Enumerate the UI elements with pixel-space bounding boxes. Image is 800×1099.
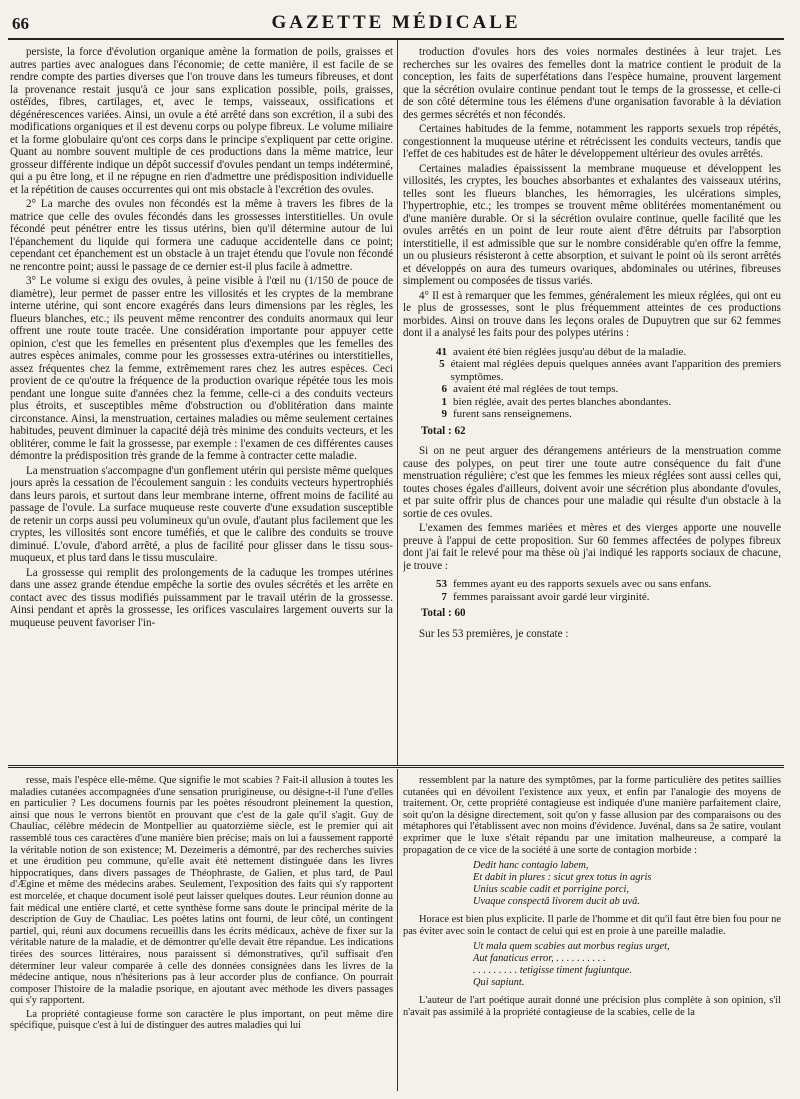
stat-text: femmes paraissant avoir gardé leur virginité. (453, 590, 650, 603)
feuilleton-left-column (10, 775, 393, 1091)
statistics-total: Total : 60 (421, 607, 466, 619)
statistics-row (403, 346, 781, 359)
right-column (403, 46, 781, 761)
latin-verse (473, 860, 781, 908)
feuilleton-section (8, 769, 784, 1091)
statistics-list (403, 578, 781, 603)
paragraph: La grossesse qui remplit des prolongements de la caduque les trompes utérines dans une assez grande étendue empêche la sortie des ovules sécrétés et les arrête en contact avec des tissus modifiés puissamment par le travail utérin de la grossesse. Ainsi pendant et après la grossesse, les orifices vasculaires largement ouverts sur la muqueuse peuvent favoriser l'in- (10, 566, 393, 629)
stat-count: 41 (436, 345, 447, 358)
paragraph: 2° La marche des ovules non fécondés est la même à travers les fibres de la matrice que celle des ovules fécondés dans les grossesses interstitielles. Un ovule fécondé peut pénétrer entre les tissus utérins, bien qu'il détermine autour de lui l'épanchement du liquide qui formera une caduque accidentelle dans ce point; cependant cet épanchement est un obstacle à un trajet étendu que l'ovule non fécondé ne rencontre point; aussi le passage de ce dernier est-il plus facile à admettre. (10, 198, 393, 273)
paragraph: troduction d'ovules hors des voies normales destinées à leur trajet. Les recherches sur les ovaires des femelles dont la matrice contient le produit de la conception, les faits de superfétations dans l'espèce humaine, prouvent largement que la sécrétion ovulaire continue pendant tout le temps de la grossesse, et celle-ci de son côté détermine tous les élémens d'une organisation favorable à la déviation des germes sécrétés et non fécondés. (403, 46, 781, 121)
page-number: 66 (12, 14, 29, 33)
main-article (8, 40, 784, 768)
stat-text: étaient mal réglées depuis quelques années avant l'apparition des premiers symptômes. (450, 358, 781, 383)
verse-line: Ut mala quem scabies aut morbus regius urget, (473, 941, 670, 953)
stat-text: furent sans renseignemens. (453, 408, 572, 420)
feuilleton-right-column (403, 775, 781, 1091)
verse-line: Et dabit in plures : sicut grex totus in agris (473, 872, 652, 884)
statistics-list (403, 346, 781, 421)
stat-count: 9 (441, 408, 447, 420)
paragraph: 4° Il est à remarquer que les femmes, généralement les mieux réglées, qui ont eu le plus de grossesses, sont le plus fréquemment atteintes de ces productions morbides. Ainsi on trouve dans les leçons orales de Dupuytren que sur 62 femmes dont il a analysé les faits pour des polypes utérins : (403, 289, 781, 339)
verse-line: Uvaque conspectâ livorem ducit ab uvâ. (473, 896, 640, 908)
stat-count: 6 (441, 383, 447, 395)
latin-verse (473, 941, 781, 989)
stat-count: 53 (436, 578, 447, 590)
statistics-row (403, 408, 781, 421)
stat-count: 5 (439, 358, 445, 370)
paragraph: Certaines habitudes de la femme, notamment les rapports sexuels trop répétés, congestionnent la muqueuse utérine et rétrécissent les conduits vecteurs, tandis que l'effet de ces habitudes est de hâter le développement ultérieur des ovules arrêtés. (403, 123, 781, 160)
left-column (10, 46, 393, 761)
paragraph: Horace est bien plus explicite. Il parle de l'homme et dit qu'il faut être bien fou pour ne pas éviter avec soin le contact de celui qui est en proie à une pareille maladie. (403, 914, 781, 937)
verse-line: . . . . . . . . . tetigisse timent fugiuntque. (473, 965, 633, 977)
paragraph: L'auteur de l'art poétique aurait donné une précision plus complète à son opinion, s'il n'avait pas assimilé à la propriété contagieuse de la scabies, celle de la (403, 995, 781, 1018)
page-title: GAZETTE MÉDICALE (271, 12, 521, 33)
stat-text: avaient été bien réglées jusqu'au début de la maladie. (453, 345, 687, 358)
page-header (8, 12, 784, 40)
column-divider (397, 769, 398, 1091)
statistics-row (403, 591, 781, 604)
statistics-total: Total : 62 (421, 424, 466, 437)
paragraph: La menstruation s'accompagne d'un gonflement utérin qui persiste même quelques jours après la cessation de l'écoulement sanguin : les conduits vecteurs hypertrophiés dans leurs parois, et surtout dans leur membrane interne, offrent moins de facilité au passage de l'ovule. La surface muqueuse reste couverte d'une exsudation susceptible de retenir un corps aussi peu volumineux qu'un ovule, d'autant plus facilement que les cryptes, les villosités sont encore tuméfiés, et que le calibre des conduits se trouve diminué. L'ovule, d'abord arrêté, a plus de facilité pour glisser dans le tissu sous-muqueux, et plus tard dans le tissu musculaire. (10, 464, 393, 564)
paragraph: Certaines maladies épaississent la membrane muqueuse et développent les villosités, les cryptes, les bouches absorbantes et exhalantes des vaisseaux utérins, telles sont les flueurs blanches, les hémorragies, les ulcérations simples, l'hypertrophie, etc.; les trompes se trouvent même oblitérées momentanément ou d'une manière durable. Or si la sécrétion ovulaire continue, quelle facilité que les ovules arrêtés en un point de leur route aient d'être détruits par l'absorption interstitielle, il est admissible que sur le nombre considérable qu'en offre la femme, un ou plusieurs résisteront à cette absorption, et suivant le point où ils seront arrêtés et développés on aura des tumeurs ovariques, abdominales ou utérines, fibreuses simplement ou composées de tissus variés. (403, 162, 781, 287)
stat-count: 1 (441, 395, 447, 408)
verse-line: Dedit hanc contagio labem, (473, 860, 589, 872)
statistics-row (403, 383, 781, 396)
paragraph: La propriété contagieuse forme son caractère le plus important, on peut même dire spécifique, puisque c'est à lui de distinguer des autres maladies qui lui (10, 1008, 393, 1032)
verse-line: Unius scabie cadit et porrigine porci, (473, 884, 630, 896)
verse-line: Qui sapiunt. (473, 977, 525, 989)
paragraph: Si on ne peut arguer des dérangemens antérieurs de la menstruation comme cause des polypes, on peut tirer une toute autre conséquence du fait d'une menstruation régulière; c'est que les femmes les mieux réglées sont aussi celles qui, toutes choses égales d'ailleurs, doivent avoir une sécrétion plus abondante d'ovules, et par suite offrir plus de chances pour une maladie qui résulte d'un obstacle à la sortie de ces ovules. (403, 445, 781, 520)
stat-text: avaient été mal réglées de tout temps. (453, 383, 619, 395)
paragraph: resse, mais l'espèce elle-même. Que signifie le mot scabies ? Fait-il allusion à toutes les maladies cutanées accompagnées d'une sensation prurigineuse, ou désigne-t-il l'une d'elles en particulier ? Les documens fournis par les poètes résoudront pleinement la question, ainsi que nous le verrons bientôt en prouvant que c'est de la gale qu'il s'agit. Guy de Chauliac, célèbre médecin de Montpellier au quatorzième siècle, est le premier qui ait rassemblé tous ces caractères d'une manière bien précise; mais on lui a faussement rapporté la véritable notion de son existence; M. Dezeimeris a démontré, par des recherches suivies et une érudition peu commune, qu'elle avait été nettement distinguée dans les livres hippocratiques, dans divers passages de Théophraste, de Galien, et plus tard, de Paul d'Ægine et même des médecins arabes. Seulement, l'exposition des faits qui s'y rapportent est morcelée, et chaque document isolé peut laisser quelques doutes. Leur réunion donne au fait médical une entière clarté, et cette synthèse forme sans doute le principal mérite de la description de Guy de Chauliac. Les poètes latins ont fourni, de leur côté, un contingent partiel, qui, réuni aux documens recueillis dans les écrits médicaux, achève de fixer sur la véritable nature de la maladie, et de démontrer qu'elle devait être répandue. Les indications tirées des sources littéraires, nous paraissent si démonstratives, qu'il suffisait d'en déterminer leur valeur comparée à celle des données consignées dans les livres de la médecine antique, nous n'hésiterions pas à leur accorder plus de confiance. On pourrait composer l'histoire de la maladie psorique, en ajoutant avec méthode les divers passages qui s'y rapportent. (10, 775, 393, 1007)
verse-line: Aut fanaticus error, . . . . . . . . . . (473, 953, 606, 965)
newspaper-page (8, 12, 784, 1092)
stat-text: bien réglée, avait des pertes blanches abondantes. (453, 395, 672, 408)
statistics-row (403, 396, 781, 409)
stat-count: 7 (441, 590, 447, 603)
column-divider (397, 40, 398, 765)
paragraph: Sur les 53 premières, je constate : (419, 627, 569, 640)
paragraph: 3° Le volume si exigu des ovules, à peine visible à l'œil nu (1/150 de pouce de diamètre), leur permet de passer entre les villosités et les cryptes de la membrane interne utérine, qui sont encore exagérés dans leurs dimensions par les règles, les flueurs blanches, etc.; ils peuvent même rencontrer des conduits anormaux qui leur offrent une route toute tracée. Une considération importante pour appuyer cette opinion, c'est que les femelles en présentent plus d'exemples que les femelles des autres espèces animales, comme pour les grossesses extra-utérines ou interstitielles, assez fréquentes chez la femme, extrêmement rares chez les autres espèces. Ceci provient de ce qu'outre la fréquence de la production ovarique répétée tous les mois pendant une longue suite d'années chez la femme, celle-ci a des conduits vecteurs plus étroits, et susceptibles même d'obstruction ou d'oblitération dans mainte circonstance. Ainsi, la menstruation, certaines maladies ou même seulement certaines habitudes, peuvent diminuer la capacité déjà très minime des conduits vecteurs, et les oblitérer, comme le fait la grossesse, par exemple : l'examen de ces différentes causes démontre la prédisposition très grande de la femme à contracter cette maladie. (10, 275, 393, 462)
stat-text: femmes ayant eu des rapports sexuels avec ou sans enfans. (453, 578, 712, 590)
statistics-row (403, 358, 781, 383)
paragraph: L'examen des femmes mariées et mères et des vierges apporte une nouvelle preuve à l'appui de cette proposition. Sur 60 femmes affectées de polypes fibreux dont j'ai fait le relevé pour ma thèse où j'ai indiqué les rapports sociaux de chacune, je trouve : (403, 522, 781, 572)
paragraph: ressemblent par la nature des symptômes, par la forme particulière des petites saillies cutanées qui en dévoilent l'existence aux yeux, et enfin par l'analogie des moyens de traitement. Or, cette propriété contagieuse est indiquée d'une manière parfaitement claire, soit qu'on la désigne directement, soit qu'on y fasse allusion par des comparaisons ou des métaphores qui l'établissent avec non moins d'évidence. Juvénal, dans sa 2e satire, voulant exprimer que le luxe s'était répandu par une imitation malheureuse, a comparé la propagation de ce vice de la société à une sorte de contagion morbide : (403, 775, 781, 856)
paragraph: persiste, la force d'évolution organique amène la formation de poils, graisses et autres parties avec analogues dans l'économie; de cette manière, il est facile de se rendre compte des parties diverses que l'on trouve dans les tumeurs fibreuses, et dont la provenance restait jusqu'à ce jour sans explication possible, poils, graisses, ostéïdes, fibres, cartilages, et, avec le temps, vaisseaux, ossifications et dégénérescences variées. Ainsi, un ovule a été arrêté dans son excrétion, il a subi des modifications organiques et il est devenu corps ou polype fibreux. Le volume miliaire et la forme globulaire qu'ont ces corps dans le principe s'expliquent par cette origine. Quant au nombre souvent multiple de ces productions dans la même matrice, leur grosseur différente indique un dépôt successif d'ovules pendant un temps indéterminé, qui a pu être long, et il ne répugne en rien d'admettre une prédisposition individuelle et la répétition de causes occurrentes qui ont mis obstacle à l'excrétion des ovules. (10, 46, 393, 196)
statistics-row (403, 578, 781, 591)
